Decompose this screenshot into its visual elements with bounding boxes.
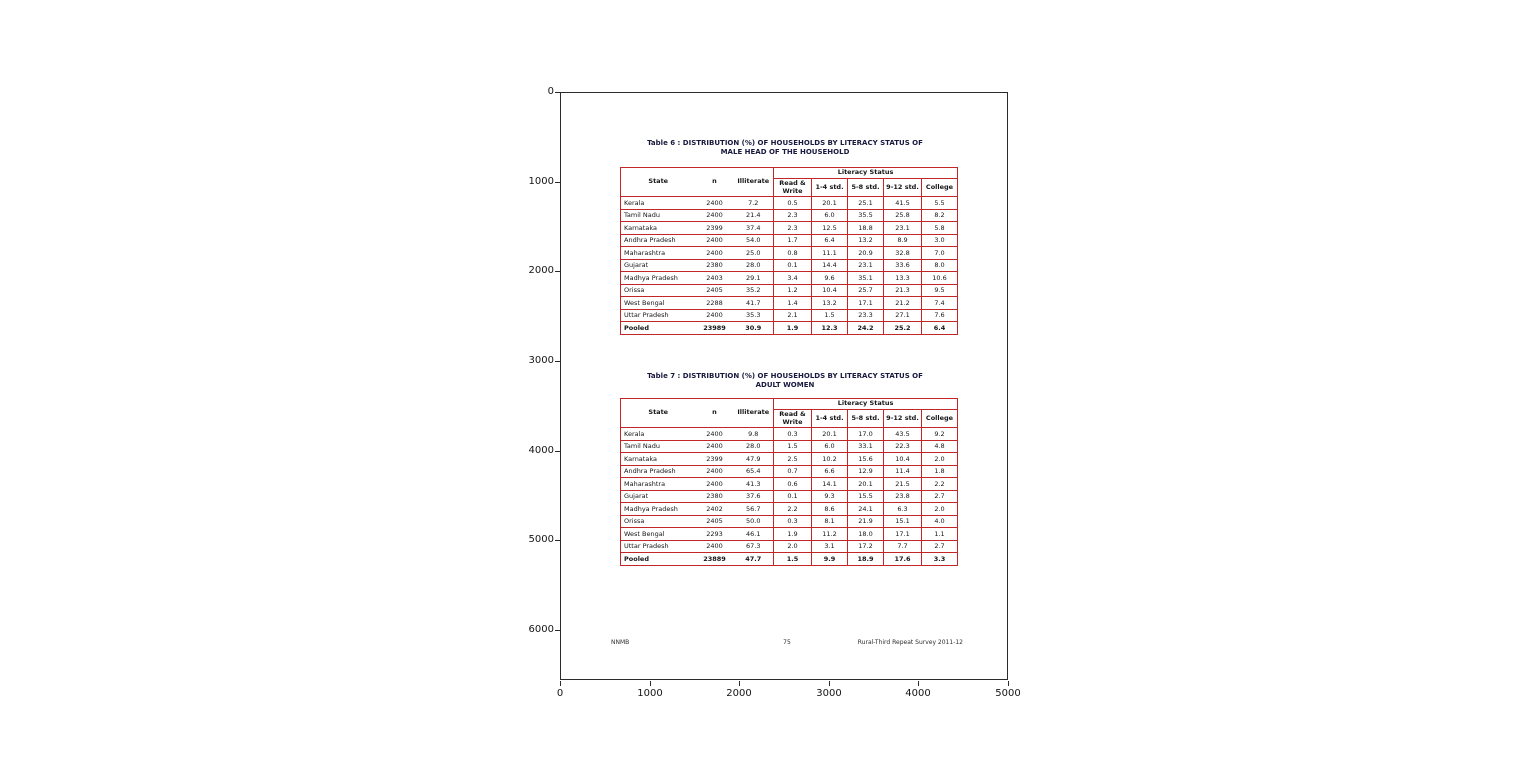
table-row <box>621 478 958 491</box>
value-cell: 15.5 <box>848 490 884 503</box>
footer-survey-label: Rural-Third Repeat Survey 2011-12 <box>857 639 963 646</box>
value-cell: 43.5 <box>884 428 922 441</box>
value-cell: 6.0 <box>812 440 848 453</box>
value-cell: 3.1 <box>812 540 848 553</box>
value-cell: 37.4 <box>734 222 774 235</box>
value-cell: 14.4 <box>812 259 848 272</box>
value-cell: 21.2 <box>884 297 922 310</box>
value-cell: 7.2 <box>734 197 774 210</box>
y-axis-tick-label: 2000 <box>528 265 554 276</box>
value-cell: 5.5 <box>922 197 958 210</box>
value-cell: 41.7 <box>734 297 774 310</box>
group-header: Literacy Status <box>774 399 958 410</box>
column-header: College <box>922 410 958 428</box>
column-header: 9-12 std. <box>884 179 922 197</box>
state-cell: Andhra Pradesh <box>621 465 696 478</box>
value-cell: 28.0 <box>734 440 774 453</box>
value-cell: 47.9 <box>734 453 774 466</box>
value-cell: 2.7 <box>922 490 958 503</box>
value-cell: 2.3 <box>774 209 812 222</box>
value-cell: 41.3 <box>734 478 774 491</box>
value-cell: 7.6 <box>922 309 958 322</box>
state-cell: Pooled <box>621 553 696 566</box>
table-row <box>621 297 958 310</box>
value-cell: 1.9 <box>774 322 812 335</box>
value-cell: 6.0 <box>812 209 848 222</box>
state-cell: Maharashtra <box>621 478 696 491</box>
value-cell: 2.5 <box>774 453 812 466</box>
x-axis-tick-label: 3000 <box>816 688 842 699</box>
y-axis-tick-label: 0 <box>547 86 554 97</box>
x-tick-mark <box>650 681 651 686</box>
value-cell: 2380 <box>696 259 734 272</box>
value-cell: 11.1 <box>812 247 848 260</box>
value-cell: 25.7 <box>848 284 884 297</box>
value-cell: 13.2 <box>848 234 884 247</box>
value-cell: 3.3 <box>922 553 958 566</box>
value-cell: 2288 <box>696 297 734 310</box>
value-cell: 1.9 <box>774 528 812 541</box>
state-cell: Tamil Nadu <box>621 440 696 453</box>
value-cell: 1.5 <box>812 309 848 322</box>
value-cell: 27.1 <box>884 309 922 322</box>
value-cell: 32.8 <box>884 247 922 260</box>
value-cell: 2380 <box>696 490 734 503</box>
table-row <box>621 309 958 322</box>
value-cell: 35.1 <box>848 272 884 285</box>
value-cell: 54.0 <box>734 234 774 247</box>
table-row <box>621 515 958 528</box>
value-cell: 23889 <box>696 553 734 566</box>
state-cell: Uttar Pradesh <box>621 540 696 553</box>
value-cell: 11.4 <box>884 465 922 478</box>
value-cell: 7.0 <box>922 247 958 260</box>
value-cell: 17.2 <box>848 540 884 553</box>
value-cell: 10.2 <box>812 453 848 466</box>
table-row <box>621 272 958 285</box>
value-cell: 25.1 <box>848 197 884 210</box>
value-cell: 29.1 <box>734 272 774 285</box>
column-header: 1-4 std. <box>812 179 848 197</box>
table-row <box>621 540 958 553</box>
value-cell: 2.0 <box>922 503 958 516</box>
value-cell: 14.1 <box>812 478 848 491</box>
value-cell: 2400 <box>696 234 734 247</box>
table-row <box>621 222 958 235</box>
value-cell: 65.4 <box>734 465 774 478</box>
value-cell: 2403 <box>696 272 734 285</box>
table-row <box>621 259 958 272</box>
footer-org-label: NNMB <box>611 639 630 646</box>
value-cell: 7.4 <box>922 297 958 310</box>
table-row <box>621 465 958 478</box>
value-cell: 9.5 <box>922 284 958 297</box>
value-cell: 13.2 <box>812 297 848 310</box>
state-cell: Kerala <box>621 197 696 210</box>
state-cell: Madhya Pradesh <box>621 503 696 516</box>
value-cell: 2402 <box>696 503 734 516</box>
value-cell: 47.7 <box>734 553 774 566</box>
document-page <box>561 93 1007 679</box>
value-cell: 4.0 <box>922 515 958 528</box>
value-cell: 1.5 <box>774 440 812 453</box>
column-header: College <box>922 179 958 197</box>
x-axis-tick-label: 0 <box>556 688 564 699</box>
value-cell: 6.6 <box>812 465 848 478</box>
state-cell: Tamil Nadu <box>621 209 696 222</box>
x-axis-tick-label: 4000 <box>905 688 931 699</box>
value-cell: 23.3 <box>848 309 884 322</box>
value-cell: 9.3 <box>812 490 848 503</box>
value-cell: 10.4 <box>812 284 848 297</box>
plot-axes <box>560 92 1008 680</box>
value-cell: 4.8 <box>922 440 958 453</box>
value-cell: 0.8 <box>774 247 812 260</box>
x-tick-mark <box>918 681 919 686</box>
value-cell: 22.3 <box>884 440 922 453</box>
value-cell: 2400 <box>696 440 734 453</box>
column-header: State <box>621 168 696 197</box>
value-cell: 2400 <box>696 309 734 322</box>
x-axis-tick-label: 2000 <box>726 688 752 699</box>
column-header: Read & Write <box>774 179 812 197</box>
value-cell: 30.9 <box>734 322 774 335</box>
value-cell: 2399 <box>696 453 734 466</box>
value-cell: 12.9 <box>848 465 884 478</box>
table-row <box>621 553 958 566</box>
value-cell: 24.1 <box>848 503 884 516</box>
state-cell: Gujarat <box>621 259 696 272</box>
table-row <box>621 428 958 441</box>
state-cell: Uttar Pradesh <box>621 309 696 322</box>
value-cell: 17.0 <box>848 428 884 441</box>
column-header: State <box>621 399 696 428</box>
value-cell: 1.7 <box>774 234 812 247</box>
value-cell: 2400 <box>696 197 734 210</box>
x-tick-mark <box>560 681 561 686</box>
value-cell: 25.0 <box>734 247 774 260</box>
table-row <box>621 284 958 297</box>
value-cell: 2.0 <box>922 453 958 466</box>
table-row <box>621 247 958 260</box>
value-cell: 21.9 <box>848 515 884 528</box>
table-row <box>621 234 958 247</box>
x-tick-mark <box>739 681 740 686</box>
table-row <box>621 453 958 466</box>
value-cell: 46.1 <box>734 528 774 541</box>
value-cell: 9.9 <box>812 553 848 566</box>
page-number: 75 <box>783 639 791 646</box>
value-cell: 56.7 <box>734 503 774 516</box>
value-cell: 2400 <box>696 247 734 260</box>
x-tick-mark <box>1008 681 1009 686</box>
state-cell: Maharashtra <box>621 247 696 260</box>
value-cell: 5.8 <box>922 222 958 235</box>
table-row <box>621 440 958 453</box>
value-cell: 35.5 <box>848 209 884 222</box>
value-cell: 41.5 <box>884 197 922 210</box>
state-cell: Karnataka <box>621 453 696 466</box>
value-cell: 15.6 <box>848 453 884 466</box>
value-cell: 3.0 <box>922 234 958 247</box>
value-cell: 8.9 <box>884 234 922 247</box>
value-cell: 2.2 <box>774 503 812 516</box>
value-cell: 20.1 <box>848 478 884 491</box>
value-cell: 7.7 <box>884 540 922 553</box>
value-cell: 23989 <box>696 322 734 335</box>
y-axis-tick-label: 6000 <box>528 624 554 635</box>
value-cell: 33.1 <box>848 440 884 453</box>
value-cell: 67.3 <box>734 540 774 553</box>
table-row <box>621 322 958 335</box>
value-cell: 12.3 <box>812 322 848 335</box>
value-cell: 2.1 <box>774 309 812 322</box>
value-cell: 20.1 <box>812 197 848 210</box>
value-cell: 6.3 <box>884 503 922 516</box>
table6-literacy-male-head <box>620 167 958 335</box>
value-cell: 50.0 <box>734 515 774 528</box>
column-header: n <box>696 168 734 197</box>
column-header: Illiterate <box>734 399 774 428</box>
value-cell: 0.7 <box>774 465 812 478</box>
table7-title-line2: ADULT WOMEN <box>755 381 815 389</box>
value-cell: 11.2 <box>812 528 848 541</box>
value-cell: 2.2 <box>922 478 958 491</box>
value-cell: 0.1 <box>774 490 812 503</box>
value-cell: 33.6 <box>884 259 922 272</box>
value-cell: 2399 <box>696 222 734 235</box>
y-axis-tick-label: 4000 <box>528 445 554 456</box>
column-header: Illiterate <box>734 168 774 197</box>
value-cell: 6.4 <box>812 234 848 247</box>
value-cell: 8.0 <box>922 259 958 272</box>
value-cell: 0.6 <box>774 478 812 491</box>
value-cell: 2400 <box>696 428 734 441</box>
page-footer <box>611 639 963 649</box>
value-cell: 23.8 <box>884 490 922 503</box>
state-cell: Kerala <box>621 428 696 441</box>
value-cell: 0.3 <box>774 428 812 441</box>
value-cell: 21.5 <box>884 478 922 491</box>
state-cell: Pooled <box>621 322 696 335</box>
group-header: Literacy Status <box>774 168 958 179</box>
y-axis-tick-label: 5000 <box>528 534 554 545</box>
value-cell: 23.1 <box>884 222 922 235</box>
value-cell: 1.2 <box>774 284 812 297</box>
state-cell: Madhya Pradesh <box>621 272 696 285</box>
value-cell: 25.2 <box>884 322 922 335</box>
state-cell: Orissa <box>621 284 696 297</box>
value-cell: 10.4 <box>884 453 922 466</box>
x-axis-tick-label: 1000 <box>637 688 663 699</box>
state-cell: Gujarat <box>621 490 696 503</box>
table-row <box>621 209 958 222</box>
value-cell: 12.5 <box>812 222 848 235</box>
value-cell: 20.1 <box>812 428 848 441</box>
table7-title-line1: Table 7 : DISTRIBUTION (%) OF HOUSEHOLDS BY LITERACY STATUS OF <box>647 372 923 380</box>
value-cell: 35.3 <box>734 309 774 322</box>
table6-title-line1: Table 6 : DISTRIBUTION (%) OF HOUSEHOLDS BY LITERACY STATUS OF <box>647 139 923 147</box>
value-cell: 2.3 <box>774 222 812 235</box>
value-cell: 0.5 <box>774 197 812 210</box>
value-cell: 10.6 <box>922 272 958 285</box>
value-cell: 28.0 <box>734 259 774 272</box>
value-cell: 0.1 <box>774 259 812 272</box>
column-header: Read & Write <box>774 410 812 428</box>
value-cell: 15.1 <box>884 515 922 528</box>
value-cell: 1.4 <box>774 297 812 310</box>
value-cell: 35.2 <box>734 284 774 297</box>
state-cell: Orissa <box>621 515 696 528</box>
value-cell: 9.6 <box>812 272 848 285</box>
y-axis-tick-label: 3000 <box>528 355 554 366</box>
value-cell: 1.1 <box>922 528 958 541</box>
column-header: 9-12 std. <box>884 410 922 428</box>
table7-title <box>599 372 971 390</box>
value-cell: 9.8 <box>734 428 774 441</box>
value-cell: 20.9 <box>848 247 884 260</box>
table7-literacy-adult-women <box>620 398 958 566</box>
value-cell: 2293 <box>696 528 734 541</box>
column-header: 5-8 std. <box>848 179 884 197</box>
value-cell: 6.4 <box>922 322 958 335</box>
value-cell: 13.3 <box>884 272 922 285</box>
value-cell: 2400 <box>696 478 734 491</box>
value-cell: 1.8 <box>922 465 958 478</box>
value-cell: 18.0 <box>848 528 884 541</box>
value-cell: 2.7 <box>922 540 958 553</box>
value-cell: 18.9 <box>848 553 884 566</box>
x-tick-mark <box>829 681 830 686</box>
value-cell: 8.6 <box>812 503 848 516</box>
table6-title-line2: MALE HEAD OF THE HOUSEHOLD <box>720 148 850 156</box>
state-cell: Karnataka <box>621 222 696 235</box>
table-row <box>621 503 958 516</box>
column-header: 5-8 std. <box>848 410 884 428</box>
value-cell: 9.2 <box>922 428 958 441</box>
table-row <box>621 528 958 541</box>
state-cell: Andhra Pradesh <box>621 234 696 247</box>
value-cell: 2405 <box>696 515 734 528</box>
table-row <box>621 490 958 503</box>
y-axis-tick-label: 1000 <box>528 176 554 187</box>
column-header: n <box>696 399 734 428</box>
value-cell: 21.4 <box>734 209 774 222</box>
value-cell: 2.0 <box>774 540 812 553</box>
value-cell: 17.1 <box>848 297 884 310</box>
value-cell: 2400 <box>696 540 734 553</box>
value-cell: 8.1 <box>812 515 848 528</box>
value-cell: 2400 <box>696 465 734 478</box>
value-cell: 1.5 <box>774 553 812 566</box>
value-cell: 2405 <box>696 284 734 297</box>
x-axis-tick-label: 5000 <box>995 688 1021 699</box>
value-cell: 0.3 <box>774 515 812 528</box>
table-row <box>621 197 958 210</box>
state-cell: West Bengal <box>621 297 696 310</box>
value-cell: 3.4 <box>774 272 812 285</box>
value-cell: 8.2 <box>922 209 958 222</box>
value-cell: 17.1 <box>884 528 922 541</box>
table6-title <box>599 139 971 157</box>
value-cell: 23.1 <box>848 259 884 272</box>
value-cell: 25.8 <box>884 209 922 222</box>
value-cell: 24.2 <box>848 322 884 335</box>
value-cell: 21.3 <box>884 284 922 297</box>
value-cell: 37.6 <box>734 490 774 503</box>
value-cell: 17.6 <box>884 553 922 566</box>
state-cell: West Bengal <box>621 528 696 541</box>
column-header: 1-4 std. <box>812 410 848 428</box>
value-cell: 18.8 <box>848 222 884 235</box>
value-cell: 2400 <box>696 209 734 222</box>
